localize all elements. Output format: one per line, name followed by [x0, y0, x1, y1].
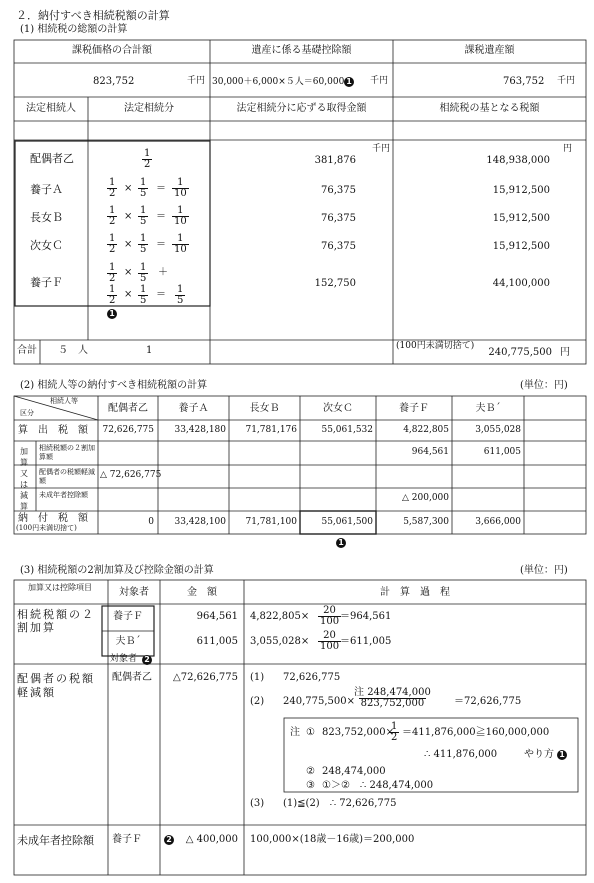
- fraction: $\frac{1}{5}$: [140, 284, 147, 306]
- col-legal-heir: 法定相続人: [26, 103, 76, 114]
- rounding-note: (100円未満切捨て): [396, 341, 475, 351]
- heir-tax: 15,912,500: [492, 241, 550, 252]
- surcharge-label: 相続税額の２割加算: [17, 608, 95, 634]
- fraction: $\frac{1}{10}$: [174, 177, 187, 199]
- marker-1: 1: [557, 750, 567, 760]
- row-payable-note: (100円未満切捨て): [16, 524, 77, 532]
- times-sign: ×: [124, 183, 133, 194]
- marker-2: 2: [164, 835, 174, 845]
- col-heir: 養子Ｆ: [399, 403, 429, 414]
- plus-sign: ＋: [158, 267, 168, 278]
- adjust-side-label: 加算又は減算: [20, 447, 28, 511]
- taxable-estate-value: 763,752: [503, 76, 545, 87]
- calc-tax: 33,428,180: [174, 425, 226, 435]
- col-base-tax: 相続税の基となる税額: [439, 103, 540, 114]
- section2-unit: (単位：円): [520, 380, 568, 391]
- times-sign: ×: [124, 289, 133, 300]
- note-value: 823,752,000×: [322, 727, 394, 738]
- equals-sign: ＝: [156, 239, 166, 250]
- total-share: 1: [146, 345, 153, 356]
- row-surcharge-label: 相続税額の２割加算額: [39, 444, 95, 461]
- row-payable-tax: 納 付 税 額: [18, 513, 88, 524]
- equals-sign: ＝: [156, 211, 166, 222]
- row-minor-deduction-label: 未成年者控除額: [39, 491, 88, 499]
- corner-heir: 相続人等: [50, 397, 78, 405]
- row-spouse-reduction-label: 配偶者の税額軽減額: [39, 468, 95, 485]
- minor-deduction-label: 未成年者控除額: [17, 834, 94, 847]
- col-heir: 配偶者乙: [108, 403, 148, 414]
- times-sign: ×: [124, 239, 133, 250]
- corner-category: 区分: [20, 409, 34, 417]
- payable-tax: 71,781,100: [245, 517, 297, 527]
- col-heir: 養子Ａ: [178, 403, 209, 414]
- note-number: ①: [306, 727, 315, 738]
- payable-tax: 33,428,100: [174, 517, 226, 527]
- fraction: $\frac{20}{100}$: [320, 630, 340, 652]
- surcharge-amount: 964,561: [411, 447, 449, 457]
- calc-line: 4,822,805×: [250, 611, 310, 622]
- target-name: 夫Ｂ´: [115, 636, 141, 647]
- unit-thousand-3: 千円: [557, 76, 576, 86]
- step-value: ＝72,626,775: [454, 696, 522, 707]
- note-value: ＝411,876,000≧160,000,000: [402, 727, 550, 738]
- heir-amount: 381,876: [314, 155, 356, 166]
- minor-deduction-amount: △ 400,000: [185, 834, 238, 845]
- surcharge-amount: 611,005: [483, 447, 521, 457]
- header-calc: 計 算 過 程: [380, 587, 450, 598]
- fraction: $\frac{20}{100}$: [320, 605, 340, 627]
- step-label: (2): [250, 696, 265, 707]
- fraction: $\frac{1}{10}$: [174, 233, 187, 255]
- payable-tax: 5,587,300: [403, 517, 449, 527]
- unit-thousand-2: 千円: [370, 76, 389, 86]
- minor-target: 養子Ｆ: [112, 834, 142, 845]
- step-value: 72,626,775: [283, 672, 341, 683]
- target-name: 養子Ｆ: [113, 611, 143, 622]
- header-taxable-estate: 課税遺産額: [464, 45, 515, 56]
- note-label: 注: [290, 727, 300, 738]
- calc-tax: 71,781,176: [245, 425, 297, 435]
- surcharge-amount: 964,561: [196, 611, 238, 622]
- heir-tax: 44,100,000: [492, 278, 550, 289]
- step-label: (1): [250, 672, 265, 683]
- marker-1: 1: [336, 538, 346, 548]
- note-number: ②: [306, 766, 315, 777]
- unit-yen-1: 円: [563, 144, 573, 154]
- spouse-reduction-amount: △72,626,775: [173, 672, 238, 683]
- marker-1: 1: [344, 77, 354, 87]
- fraction: $\frac{1}{2}$: [109, 284, 116, 306]
- heir-amount: 76,375: [321, 185, 356, 196]
- times-sign: ×: [124, 211, 133, 222]
- col-heir: 長女Ｂ: [249, 403, 280, 414]
- fraction: $\frac{1}{2}$: [109, 233, 116, 255]
- marker-1: 1: [107, 309, 117, 319]
- marker-2: 2: [142, 655, 152, 665]
- section2-title: (2) 相続人等の納付すべき相続税額の計算: [20, 380, 208, 391]
- calc-tax: 55,061,532: [321, 425, 373, 435]
- spouse-target: 配偶者乙: [112, 672, 152, 683]
- fraction: $\frac{1}{10}$: [174, 205, 187, 227]
- header-item: 加算又は控除項目: [28, 583, 92, 592]
- payable-tax: 3,666,000: [475, 517, 521, 527]
- heir-tax: 15,912,500: [492, 185, 550, 196]
- unit-yen-2: 円: [560, 347, 570, 358]
- fraction: $\frac{1}{5}$: [177, 284, 184, 306]
- step-value: 240,775,500×: [283, 696, 355, 707]
- col-heir: 夫Ｂ´: [475, 403, 501, 414]
- heir-name: 養子Ｆ: [30, 276, 63, 289]
- equals-sign: ＝: [156, 289, 166, 300]
- section3-title: (3) 相続税額の2割加算及び控除金額の計算: [20, 565, 214, 576]
- heir-name: 養子Ａ: [30, 183, 63, 196]
- fraction: $\frac{1}{2}$: [109, 262, 116, 284]
- spouse-reduction-label: 配偶者の税額軽減額: [17, 672, 95, 699]
- note-value: ∴ 411,876,000: [424, 749, 498, 760]
- heir-count: ５ 人: [58, 345, 88, 356]
- payable-tax: 0: [148, 517, 154, 527]
- header-total-value: 課税価格の合計額: [72, 45, 152, 56]
- minor-deduction: △ 200,000: [402, 493, 449, 503]
- total-value: 823,752: [93, 76, 135, 87]
- spouse-reduction: △ 72,626,775: [100, 470, 162, 480]
- calc-tax: 72,626,775: [102, 425, 154, 435]
- equals-sign: ＝: [156, 183, 166, 194]
- surcharge-amount: 611,005: [196, 636, 238, 647]
- header-basic-deduction: 遺産に係る基礎控除額: [251, 45, 352, 56]
- unit-thousand-4: 千円: [372, 144, 391, 154]
- fraction: $\frac{1}{2}$: [109, 205, 116, 227]
- heir-amount: 76,375: [321, 213, 356, 224]
- heir-amount: 76,375: [321, 241, 356, 252]
- calc-line: ＝611,005: [340, 636, 392, 647]
- note-value: 248,474,000: [322, 766, 386, 777]
- col-acquired-amount: 法定相続分に応ずる取得金額: [236, 103, 367, 114]
- minor-deduction-calc: 100,000×(18歳－16歳)＝200,000: [250, 834, 415, 845]
- fraction: $\frac{1}{2}$: [391, 721, 398, 743]
- page-heading: ２．納付すべき相続税額の計算: [16, 9, 170, 22]
- col-legal-share: 法定相続分: [124, 103, 174, 114]
- fraction: $\frac{1}{5}$: [140, 262, 147, 284]
- step-label: (3): [250, 798, 265, 809]
- heir-name: 次女Ｃ: [30, 239, 63, 252]
- fraction: $\frac{1}{2}$: [109, 177, 116, 199]
- heir-name: 長女Ｂ: [30, 211, 63, 224]
- heir-amount: 152,750: [314, 278, 356, 289]
- calc-tax: 4,822,805: [403, 425, 449, 435]
- header-target: 対象者: [119, 587, 149, 598]
- target-note: 対象者: [110, 654, 138, 664]
- heir-name: 配偶者乙: [30, 152, 74, 165]
- calc-tax: 3,055,028: [475, 425, 521, 435]
- total-tax: 240,775,500: [488, 347, 552, 358]
- fraction: 注 248,474,000 823,752,000: [354, 687, 431, 709]
- fraction: $\frac{1}{5}$: [140, 233, 147, 255]
- fraction: $\frac{1}{5}$: [140, 177, 147, 199]
- calc-line: 3,055,028×: [250, 636, 310, 647]
- total-label: 合計: [17, 345, 37, 356]
- note-value: ①＞② ∴ 248,474,000: [322, 780, 434, 791]
- note-value: やり方: [524, 749, 554, 760]
- basic-deduction-formula: 30,000＋6,000×５人＝60,000: [212, 77, 345, 87]
- heir-tax: 148,938,000: [486, 155, 550, 166]
- payable-tax: 55,061,500: [321, 517, 373, 527]
- header-amount: 金 額: [187, 587, 217, 598]
- col-heir: 次女Ｃ: [323, 403, 353, 414]
- row-calculated-tax: 算 出 税 額: [18, 425, 88, 436]
- section3-unit: (単位：円): [520, 565, 568, 576]
- times-sign: ×: [124, 267, 133, 278]
- step-value: (1)≦(2) ∴ 72,626,775: [283, 798, 397, 809]
- note-number: ③: [306, 780, 315, 791]
- calc-line: ＝964,561: [340, 611, 392, 622]
- fraction: $\frac{1}{5}$: [140, 205, 147, 227]
- unit-thousand-1: 千円: [187, 76, 206, 86]
- section1-title: (1) 相続税の総額の計算: [20, 24, 128, 35]
- heir-tax: 15,912,500: [492, 213, 550, 224]
- fraction: $\frac{1}{2}$: [144, 148, 151, 170]
